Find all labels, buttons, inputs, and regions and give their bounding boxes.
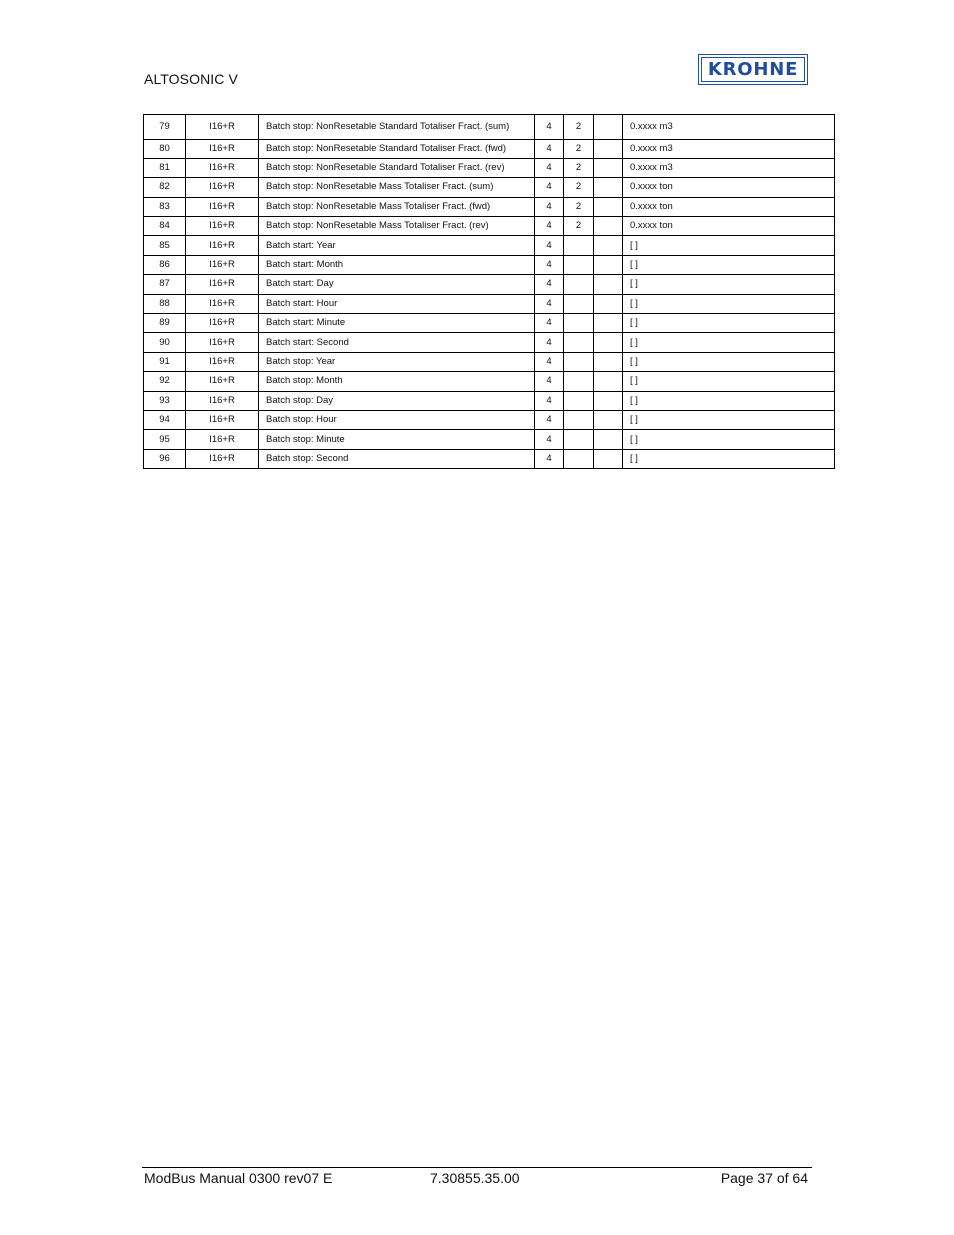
cell-size: 4 — [535, 236, 564, 255]
cell-data-type: I16+R — [186, 275, 259, 294]
cell-unit: [ ] — [623, 391, 835, 410]
cell-register-number: 85 — [144, 236, 186, 255]
table-body — [144, 115, 835, 469]
cell-empty — [594, 294, 623, 313]
cell-size: 4 — [535, 275, 564, 294]
cell-register-number: 86 — [144, 255, 186, 274]
krohne-logo — [698, 54, 808, 85]
cell-decimals: 2 — [564, 197, 594, 216]
cell-data-type: I16+R — [186, 236, 259, 255]
table-row — [144, 158, 835, 177]
cell-register-number: 84 — [144, 217, 186, 236]
cell-register-number: 87 — [144, 275, 186, 294]
logo-text: KROHNE — [701, 57, 805, 82]
table-row — [144, 255, 835, 274]
cell-register-number: 83 — [144, 197, 186, 216]
cell-empty — [594, 115, 623, 140]
cell-description: Batch stop: Day — [259, 391, 535, 410]
cell-empty — [594, 314, 623, 333]
cell-unit: [ ] — [623, 314, 835, 333]
cell-description: Batch stop: NonResetable Mass Totaliser Fract. (sum) — [259, 178, 535, 197]
cell-decimals — [564, 333, 594, 352]
cell-description: Batch start: Second — [259, 333, 535, 352]
cell-unit: [ ] — [623, 430, 835, 449]
cell-description: Batch start: Year — [259, 236, 535, 255]
cell-register-number: 91 — [144, 352, 186, 371]
cell-empty — [594, 217, 623, 236]
table-row — [144, 115, 835, 140]
cell-empty — [594, 275, 623, 294]
cell-description: Batch start: Month — [259, 255, 535, 274]
cell-description: Batch start: Hour — [259, 294, 535, 313]
cell-data-type: I16+R — [186, 197, 259, 216]
cell-register-number: 79 — [144, 115, 186, 140]
cell-data-type: I16+R — [186, 294, 259, 313]
cell-register-number: 90 — [144, 333, 186, 352]
cell-unit: [ ] — [623, 236, 835, 255]
cell-decimals: 2 — [564, 178, 594, 197]
footer-divider — [142, 1167, 812, 1168]
cell-size: 4 — [535, 255, 564, 274]
cell-empty — [594, 255, 623, 274]
cell-decimals — [564, 372, 594, 391]
cell-decimals: 2 — [564, 217, 594, 236]
table-row — [144, 410, 835, 429]
cell-register-number: 93 — [144, 391, 186, 410]
cell-decimals — [564, 352, 594, 371]
cell-size: 4 — [535, 115, 564, 140]
table-row — [144, 275, 835, 294]
cell-unit: [ ] — [623, 352, 835, 371]
cell-empty — [594, 333, 623, 352]
cell-size: 4 — [535, 139, 564, 158]
cell-empty — [594, 178, 623, 197]
cell-data-type: I16+R — [186, 139, 259, 158]
cell-decimals — [564, 449, 594, 468]
register-table — [143, 114, 835, 469]
table-row — [144, 197, 835, 216]
table-row — [144, 352, 835, 371]
cell-data-type: I16+R — [186, 410, 259, 429]
cell-size: 4 — [535, 410, 564, 429]
table-row — [144, 333, 835, 352]
cell-data-type: I16+R — [186, 391, 259, 410]
table-row — [144, 178, 835, 197]
cell-data-type: I16+R — [186, 158, 259, 177]
cell-description: Batch start: Minute — [259, 314, 535, 333]
cell-description: Batch stop: Hour — [259, 410, 535, 429]
cell-unit: [ ] — [623, 255, 835, 274]
cell-data-type: I16+R — [186, 178, 259, 197]
cell-size: 4 — [535, 197, 564, 216]
cell-data-type: I16+R — [186, 372, 259, 391]
cell-empty — [594, 236, 623, 255]
cell-description: Batch stop: Month — [259, 372, 535, 391]
cell-unit: 0.xxxx ton — [623, 217, 835, 236]
cell-empty — [594, 449, 623, 468]
cell-size: 4 — [535, 158, 564, 177]
cell-unit: 0.xxxx m3 — [623, 115, 835, 140]
cell-decimals — [564, 236, 594, 255]
cell-register-number: 96 — [144, 449, 186, 468]
cell-decimals — [564, 430, 594, 449]
cell-register-number: 94 — [144, 410, 186, 429]
cell-size: 4 — [535, 372, 564, 391]
footer-page-number: Page 37 of 64 — [720, 1170, 808, 1186]
cell-unit: 0.xxxx m3 — [623, 158, 835, 177]
cell-decimals — [564, 255, 594, 274]
cell-size: 4 — [535, 217, 564, 236]
cell-decimals — [564, 314, 594, 333]
cell-description: Batch stop: NonResetable Standard Totaliser Fract. (rev) — [259, 158, 535, 177]
cell-description: Batch start: Day — [259, 275, 535, 294]
cell-empty — [594, 372, 623, 391]
table-row — [144, 430, 835, 449]
cell-description: Batch stop: NonResetable Standard Totaliser Fract. (sum) — [259, 115, 535, 140]
cell-size: 4 — [535, 352, 564, 371]
cell-register-number: 89 — [144, 314, 186, 333]
cell-data-type: I16+R — [186, 449, 259, 468]
cell-size: 4 — [535, 294, 564, 313]
cell-size: 4 — [535, 430, 564, 449]
cell-decimals — [564, 294, 594, 313]
table-row — [144, 236, 835, 255]
cell-unit: 0.xxxx ton — [623, 197, 835, 216]
cell-description: Batch stop: Year — [259, 352, 535, 371]
cell-empty — [594, 197, 623, 216]
table-row — [144, 391, 835, 410]
footer-document-name: ModBus Manual 0300 rev07 E — [144, 1170, 333, 1186]
cell-decimals — [564, 391, 594, 410]
table-row — [144, 217, 835, 236]
cell-register-number: 92 — [144, 372, 186, 391]
cell-data-type: I16+R — [186, 255, 259, 274]
cell-size: 4 — [535, 391, 564, 410]
cell-empty — [594, 430, 623, 449]
cell-size: 4 — [535, 178, 564, 197]
table-row — [144, 139, 835, 158]
cell-unit: [ ] — [623, 449, 835, 468]
cell-empty — [594, 139, 623, 158]
cell-data-type: I16+R — [186, 217, 259, 236]
cell-decimals — [564, 410, 594, 429]
cell-description: Batch stop: Second — [259, 449, 535, 468]
cell-size: 4 — [535, 314, 564, 333]
cell-decimals — [564, 275, 594, 294]
cell-unit: [ ] — [623, 410, 835, 429]
cell-data-type: I16+R — [186, 115, 259, 140]
cell-register-number: 82 — [144, 178, 186, 197]
cell-register-number: 80 — [144, 139, 186, 158]
cell-empty — [594, 410, 623, 429]
cell-decimals: 2 — [564, 139, 594, 158]
cell-unit: 0.xxxx ton — [623, 178, 835, 197]
document-title: ALTOSONIC V — [144, 71, 238, 87]
cell-empty — [594, 158, 623, 177]
cell-data-type: I16+R — [186, 352, 259, 371]
cell-decimals: 2 — [564, 158, 594, 177]
table-row — [144, 314, 835, 333]
cell-empty — [594, 391, 623, 410]
cell-description: Batch stop: NonResetable Mass Totaliser Fract. (rev) — [259, 217, 535, 236]
table-row — [144, 294, 835, 313]
cell-unit: [ ] — [623, 372, 835, 391]
cell-size: 4 — [535, 449, 564, 468]
cell-size: 4 — [535, 333, 564, 352]
cell-register-number: 95 — [144, 430, 186, 449]
cell-data-type: I16+R — [186, 333, 259, 352]
cell-unit: [ ] — [623, 275, 835, 294]
cell-decimals: 2 — [564, 115, 594, 140]
table-row — [144, 449, 835, 468]
cell-empty — [594, 352, 623, 371]
table-row — [144, 372, 835, 391]
cell-data-type: I16+R — [186, 430, 259, 449]
cell-data-type: I16+R — [186, 314, 259, 333]
cell-description: Batch stop: NonResetable Standard Totaliser Fract. (fwd) — [259, 139, 535, 158]
cell-unit: [ ] — [623, 333, 835, 352]
footer-document-number: 7.30855.35.00 — [430, 1170, 520, 1186]
cell-description: Batch stop: Minute — [259, 430, 535, 449]
cell-register-number: 81 — [144, 158, 186, 177]
cell-unit: [ ] — [623, 294, 835, 313]
cell-description: Batch stop: NonResetable Mass Totaliser Fract. (fwd) — [259, 197, 535, 216]
cell-unit: 0.xxxx m3 — [623, 139, 835, 158]
cell-register-number: 88 — [144, 294, 186, 313]
